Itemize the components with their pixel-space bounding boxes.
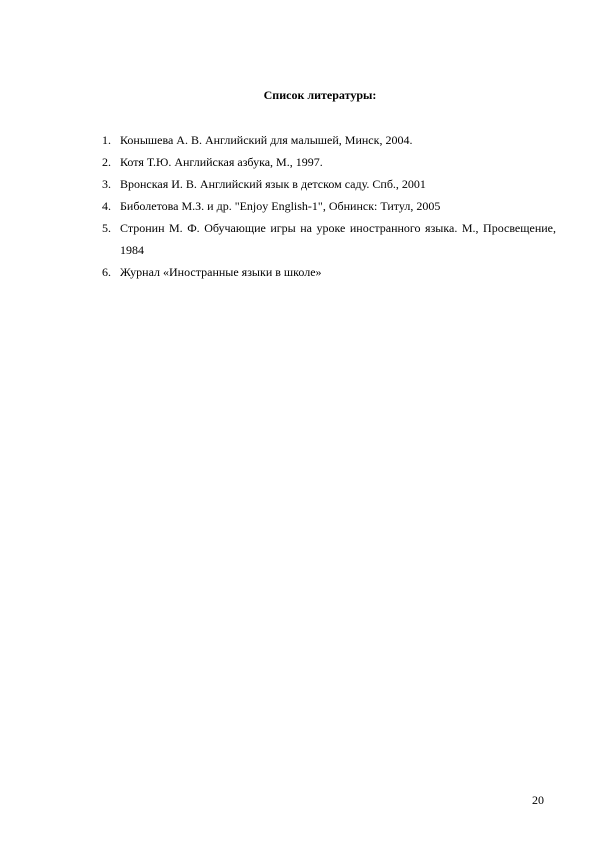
reference-number: 6.	[102, 265, 111, 279]
reference-text: Котя Т.Ю. Английская азбука, М., 1997.	[120, 155, 323, 169]
reference-text: Журнал «Иностранные языки в школе»	[120, 265, 322, 279]
reference-number: 1.	[102, 133, 111, 147]
bibliography-title: Список литературы:	[263, 88, 377, 102]
reference-number: 2.	[102, 155, 111, 169]
bibliography-list	[96, 129, 556, 283]
reference-number: 5.	[102, 221, 111, 235]
reference-text: Вронская И. В. Английский язык в детском саду. Спб., 2001	[120, 177, 426, 191]
reference-item	[96, 129, 556, 151]
page-number: 20	[532, 793, 544, 807]
reference-text: Конышева А. В. Английский для малышей, Минск, 2004.	[120, 133, 413, 147]
reference-item	[96, 217, 556, 261]
reference-item	[96, 173, 556, 195]
reference-item	[96, 261, 556, 283]
reference-item	[96, 195, 556, 217]
reference-number: 4.	[102, 199, 111, 213]
reference-text: Биболетова М.З. и др. "Enjoy English-1", Обнинск: Титул, 2005	[120, 199, 441, 213]
reference-number: 3.	[102, 177, 111, 191]
reference-item	[96, 151, 556, 173]
reference-text: Стронин М. Ф. Обучающие игры на уроке иностранного языка. М., Просвещение, 1984	[120, 221, 556, 257]
